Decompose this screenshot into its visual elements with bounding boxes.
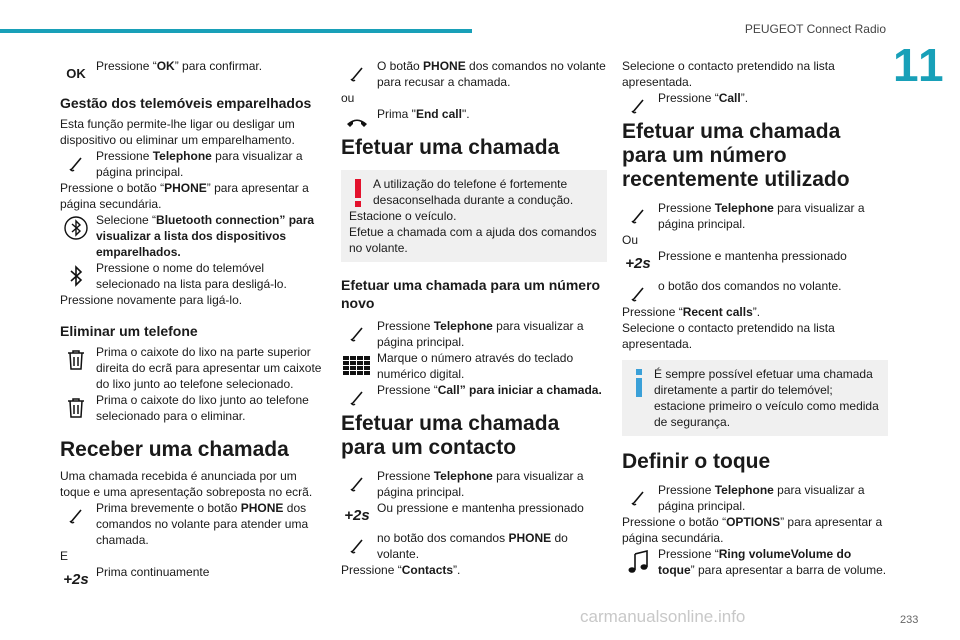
info-note: É sempre possível efetuar uma chamada diretamente a partir do telemóvel; estacione primeiro o veículo como medida de segurança.	[622, 360, 888, 436]
tap-finger-icon	[341, 58, 373, 90]
tap-finger-icon	[60, 500, 92, 532]
recent-step-1: Pressione Telephone para visualizar a página principal.	[622, 200, 888, 232]
tap-finger-icon	[341, 318, 373, 350]
recent-step-3: o botão dos comandos no volante.	[622, 278, 888, 304]
recent-step-5: Selecione o contacto pretendido na lista apresentada.	[622, 321, 835, 351]
or-text: Ou	[622, 233, 639, 247]
warning-note: A utilização do telefone é fortemente desaconselhada durante a condução. Estacione o veículo. Efetue a chamada com a ajuda dos comandos no volante.	[341, 170, 607, 262]
ring-step-1: Pressione Telephone para visualizar a página principal.	[622, 482, 888, 514]
paired-intro: Esta função permite-lhe ligar ou desligar um dispositivo ou eliminar um emparelhamento.	[60, 117, 295, 147]
chapter-number: 11	[893, 39, 946, 91]
heading-receive-call: Receber uma chamada	[60, 438, 289, 461]
hold-2s-icon: +2s	[63, 571, 89, 588]
receive-step-1: Prima brevemente o botão PHONE dos comandos no volante para atender uma chamada.	[60, 500, 326, 548]
receive-and: E	[60, 549, 69, 563]
heading-delete-phone: Eliminar um telefone	[60, 323, 198, 339]
heading-call-contact: Efetuar uma chamada para um contacto	[341, 412, 560, 459]
call-step: Pressione “Call”.	[622, 90, 888, 106]
column-3	[622, 58, 888, 578]
tap-finger-icon	[60, 148, 92, 180]
select-contact-text: Selecione o contacto pretendido na lista apresentada.	[622, 59, 835, 89]
recent-step-2: +2s Pressione e mantenha pressionado	[622, 248, 888, 278]
contact-step-1: Pressione Telephone para visualizar a página principal.	[341, 468, 607, 500]
receive-intro: Uma chamada recebida é anunciada por um toque e uma apresentação sobreposta no ecrã.	[60, 469, 313, 499]
header-accent-bar	[0, 29, 472, 33]
tap-finger-icon	[622, 90, 654, 122]
tap-finger-icon	[622, 278, 654, 310]
tap-finger-icon	[341, 530, 373, 562]
recent-step-4: Pressione “Recent calls”.	[622, 305, 761, 319]
heading-new-number: Efetuar uma chamada para um número novo	[341, 277, 601, 311]
trash-icon	[60, 344, 92, 376]
paired-step-4: Pressione o nome do telemóvel selecionado na lista para desligá-lo.	[60, 260, 326, 292]
watermark: carmanualsonline.info	[580, 607, 746, 626]
tap-finger-icon	[622, 200, 654, 232]
heading-make-call: Efetuar uma chamada	[341, 136, 560, 159]
column-2	[341, 58, 607, 578]
hold-2s-icon: +2s	[625, 255, 651, 272]
header-title: PEUGEOT Connect Radio	[744, 22, 886, 36]
new-step-2: Marque o número através do teclado numérico digital.	[341, 350, 607, 382]
ok-step: OK Pressione “OK” para confirmar.	[60, 58, 326, 84]
new-step-3: Pressione “Call” para iniciar a chamada.	[341, 382, 607, 398]
tap-finger-icon	[622, 482, 654, 514]
paired-step-1: Pressione Telephone para visualizar a página principal.	[60, 148, 326, 180]
tap-finger-icon	[341, 468, 373, 500]
heading-recent-number: Efetuar uma chamada para um número recentemente utilizado	[622, 120, 850, 191]
tap-finger-icon	[341, 382, 373, 414]
contact-step-3: no botão dos comandos PHONE do volante.	[341, 530, 607, 562]
heading-paired-phones: Gestão dos telemóveis emparelhados	[60, 95, 312, 111]
bluetooth-small-icon	[60, 260, 92, 292]
bluetooth-icon	[60, 212, 92, 244]
end-call-step: Prima "End call".	[341, 106, 607, 122]
contact-step-2: +2s Ou pressione e mantenha pressionado	[341, 500, 607, 530]
keypad-icon	[341, 350, 373, 382]
reject-step: O botão PHONE dos comandos no volante para recusar a chamada.	[341, 58, 607, 90]
new-step-1: Pressione Telephone para visualizar a página principal.	[341, 318, 607, 350]
ok-icon: OK	[66, 66, 86, 81]
info-icon	[636, 369, 642, 397]
ring-step-3: Pressione “Ring volumeVolume do toque” para apresentar a barra de volume.	[622, 546, 888, 578]
heading-ringtone: Definir o toque	[622, 450, 771, 473]
receive-step-2: +2s Prima continuamente	[60, 564, 326, 580]
or-text: ou	[341, 91, 355, 105]
page-number: 233	[900, 614, 919, 626]
warning-icon	[355, 179, 361, 207]
ring-step-2: Pressione o botão “OPTIONS” para apresentar a página secundária.	[622, 515, 883, 545]
contact-step-4: Pressione “Contacts”.	[341, 563, 461, 577]
column-1	[60, 58, 326, 588]
paired-step-3: Selecione “Bluetooth connection” para visualizar a lista dos dispositivos emparelhados.	[60, 212, 326, 260]
music-note-icon	[622, 546, 654, 578]
delete-step-1: Prima o caixote do lixo na parte superior direita do ecrã para apresentar um caixote do lixo junto ao telefone selecionado.	[60, 344, 326, 392]
paired-step-2: Pressione o botão “PHONE” para apresentar a página secundária.	[60, 181, 309, 211]
trash-icon	[60, 392, 92, 424]
hang-up-icon	[341, 106, 373, 138]
delete-step-2: Prima o caixote do lixo junto ao telefone selecionado para o eliminar.	[60, 392, 326, 424]
paired-step-5: Pressione novamente para ligá-lo.	[60, 293, 243, 307]
hold-2s-icon: +2s	[344, 507, 370, 524]
